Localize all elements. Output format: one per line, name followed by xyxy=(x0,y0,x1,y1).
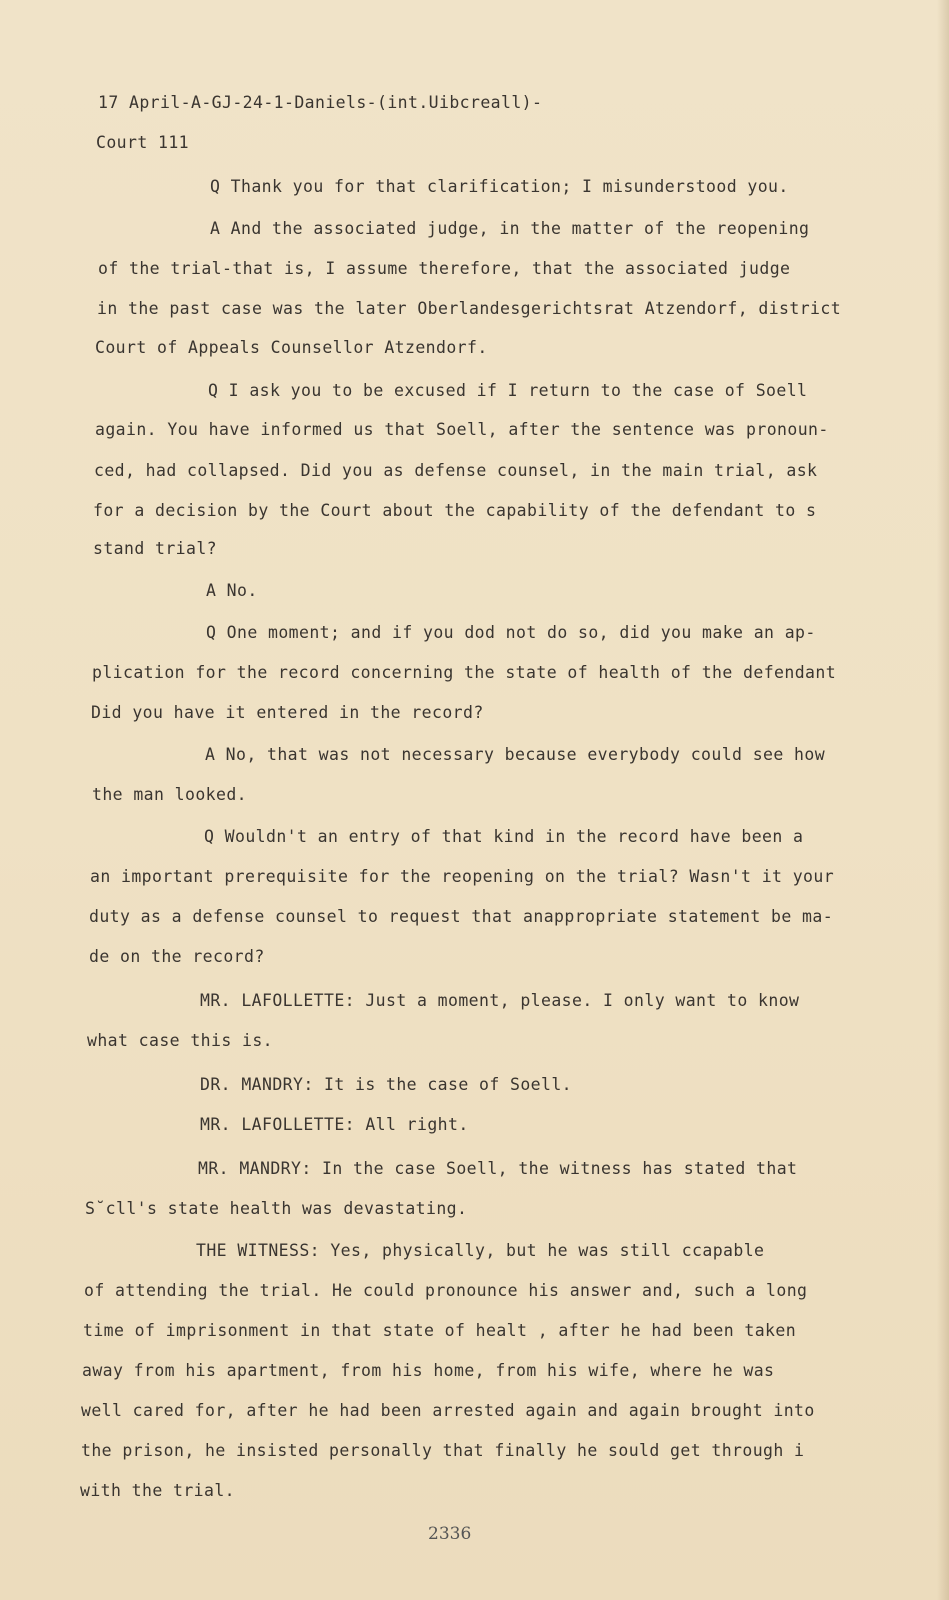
body-line: Q Wouldn't an entry of that kind in the record have been a xyxy=(204,827,804,846)
body-line: plication for the record concerning the state of health of the defendant xyxy=(92,663,837,682)
body-line: for a decision by the Court about the capability of the defendant to s xyxy=(93,501,817,520)
body-line: MR. LAFOLLETTE: All right. xyxy=(200,1115,469,1134)
body-line: time of imprisonment in that state of healt , after he had been taken xyxy=(83,1321,797,1340)
body-line: A No, that was not necessary because everybody could see how xyxy=(205,745,826,764)
body-line: Court of Appeals Counsellor Atzendorf. xyxy=(95,338,488,357)
body-line: Q I ask you to be excused if I return to the case of Soell xyxy=(208,381,808,400)
body-line: an important prerequisite for the reopening on the trial? Wasn't it your xyxy=(90,867,835,886)
body-line: of attending the trial. He could pronounce his answer and, such a long xyxy=(84,1281,808,1300)
body-line: MR. LAFOLLETTE: Just a moment, please. I only want to know xyxy=(200,991,800,1010)
body-line: S˘cll's state health was devastating. xyxy=(85,1199,468,1218)
body-line: well cared for, after he had been arrested again and again brought into xyxy=(81,1401,815,1420)
body-line: away from his apartment, from his home, from his wife, where he was xyxy=(82,1361,775,1380)
body-line: MR. MANDRY: In the case Soell, the witness has stated that xyxy=(198,1159,798,1178)
body-line: Q One moment; and if you dod not do so, did you make an ap- xyxy=(206,623,816,642)
page-number: 2336 xyxy=(428,1524,472,1544)
body-line: the prison, he insisted personally that finally he sould get through i xyxy=(81,1441,805,1460)
body-line: Q Thank you for that clarification; I misunderstood you. xyxy=(210,177,789,196)
body-line: A No. xyxy=(206,581,258,600)
body-line: the man looked. xyxy=(92,785,248,804)
body-line: Did you have it entered in the record? xyxy=(91,703,484,722)
body-line: what case this is. xyxy=(87,1031,274,1050)
body-line: duty as a defense counsel to request that anappropriate statement be ma- xyxy=(89,907,834,926)
body-line: stand trial? xyxy=(93,539,218,558)
page-edge-shadow xyxy=(937,0,949,1600)
body-line: DR. MANDRY: It is the case of Soell. xyxy=(200,1075,573,1094)
header-court-line: Court 111 xyxy=(96,133,190,152)
body-line: ced, had collapsed. Did you as defense counsel, in the main trial, ask xyxy=(94,461,818,480)
body-line: again. You have informed us that Soell, after the sentence was pronoun- xyxy=(95,420,829,439)
body-line: THE WITNESS: Yes, physically, but he was still ccapable xyxy=(196,1241,765,1260)
body-line: A And the associated judge, in the matter of the reopening xyxy=(210,219,810,238)
body-line: de on the record? xyxy=(89,947,265,966)
header-code-line: 17 April-A-GJ-24-1-Daniels-(int.Uibcreall)- xyxy=(98,93,543,112)
body-line: with the trial. xyxy=(80,1481,236,1500)
body-line: of the trial-that is, I assume therefore, that the associated judge xyxy=(98,259,791,278)
body-line: in the past case was the later Oberlandesgerichtsrat Atzendorf, district xyxy=(97,299,842,318)
